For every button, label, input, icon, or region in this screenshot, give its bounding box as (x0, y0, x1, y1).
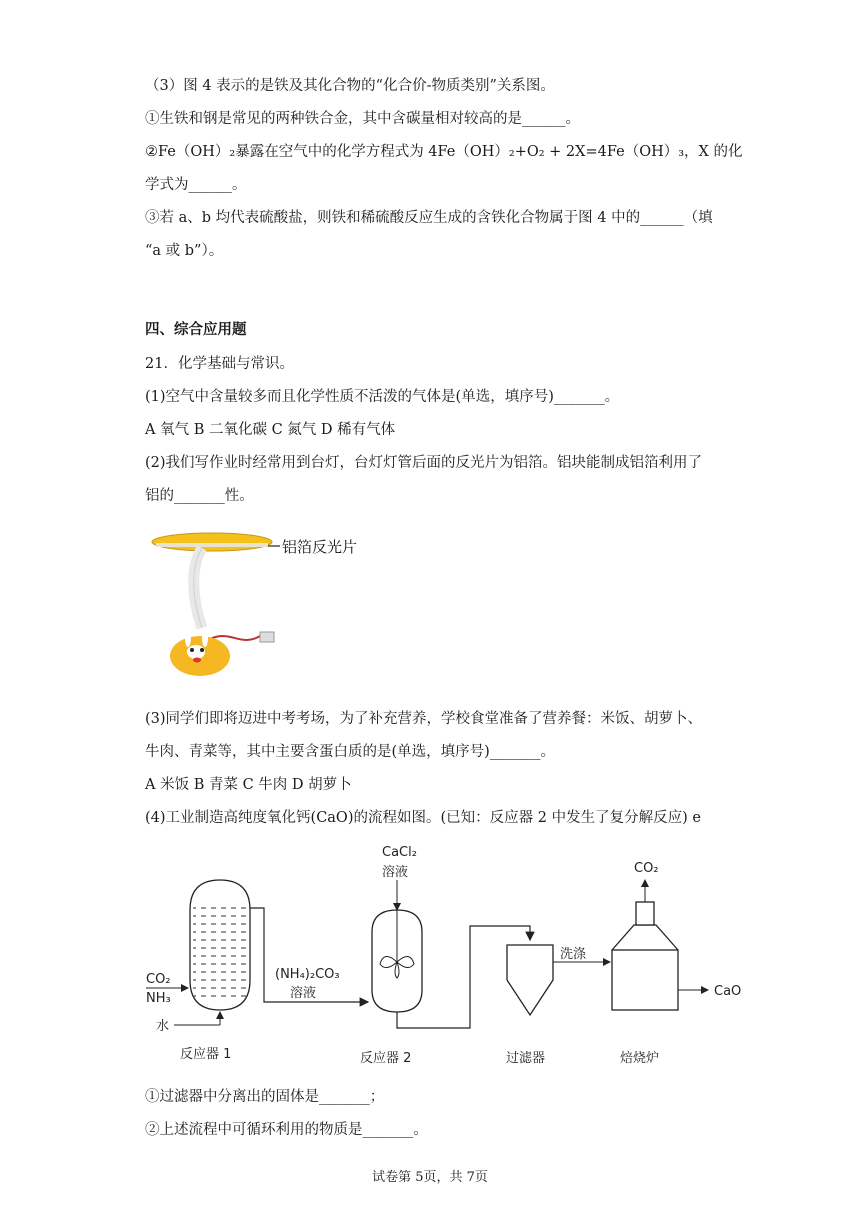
q3-intro: （3）图 4 表示的是铁及其化合物的“化合价-物质类别”关系图。 (145, 78, 555, 94)
q3-sub3: ③若 a、b 均代表硫酸盐，则铁和稀硫酸反应生成的含铁化合物属于图 4 中的______（填 (145, 210, 713, 226)
section-heading: 四、综合应用题 (145, 321, 247, 338)
name-reactor2: 反应器 2 (360, 1051, 412, 1066)
q21-part2-cont: 铝的_______性。 (145, 488, 254, 504)
q21-part4-sub1: ①过滤器中分离出的固体是_______； (145, 1089, 385, 1105)
label-nh4co3-solution: 溶液 (290, 986, 317, 1001)
q21-title: 21．化学基础与常识。 (145, 356, 294, 372)
q3-sub2: ②Fe（OH）₂暴露在空气中的化学方程式为 4Fe（OH）₂+O₂ + 2X=4Fe（OH）₃，X 的化 (145, 144, 743, 160)
q21-part4: (4)工业制造高纯度氧化钙(CaO)的流程如图。(已知：反应器 2 中发生了复分解反应) e (145, 810, 701, 826)
page-footer: 试卷第 5页，共 7页 (372, 1170, 488, 1185)
q21-part3: (3)同学们即将迈进中考考场，为了补充营养，学校食堂准备了营养餐：米饭、胡萝卜、 (145, 711, 703, 727)
q3-sub3-cont: “a 或 b”）。 (145, 243, 224, 259)
label-cacl2-solution: 溶液 (382, 865, 409, 880)
label-cacl2: CaCl₂ (382, 845, 417, 860)
q3-sub2-cont: 学式为______。 (145, 177, 247, 193)
input-co2: CO₂ (146, 972, 171, 987)
name-reactor1: 反应器 1 (180, 1047, 232, 1062)
desk-lamp-figure (150, 528, 380, 688)
name-furnace: 焙烧炉 (620, 1051, 660, 1066)
label-nh4co3: (NH₄)₂CO₃ (275, 967, 340, 982)
q21-part4-sub2: ②上述流程中可循环利用的物质是_______。 (145, 1122, 428, 1138)
q21-part3-cont: 牛肉、青菜等，其中主要含蛋白质的是(单选，填序号)_______。 (145, 744, 556, 760)
q3-sub1: ①生铁和钢是常见的两种铁合金，其中含碳量相对较高的是______。 (145, 111, 580, 127)
input-water: 水 (156, 1019, 170, 1034)
lamp-label: 铝箔反光片 (282, 538, 358, 556)
q21-part1: (1)空气中含量较多而且化学性质不活泼的气体是(单选，填序号)_______。 (145, 389, 620, 405)
q21-part1-options: A 氧气 B 二氧化碳 C 氮气 D 稀有气体 (145, 422, 396, 438)
q21-part3-options: A 米饭 B 青菜 C 牛肉 D 胡萝卜 (145, 777, 352, 793)
output-co2: CO₂ (634, 861, 659, 876)
name-filter: 过滤器 (506, 1051, 546, 1066)
q21-part2: (2)我们写作业时经常用到台灯，台灯灯管后面的反光片为铝箔。铝块能制成铝箔利用了 (145, 455, 703, 471)
input-nh3: NH₃ (146, 991, 171, 1006)
cao-process-flow-diagram (140, 840, 760, 1075)
output-cao: CaO (714, 984, 742, 999)
label-wash: 洗涤 (560, 947, 587, 962)
